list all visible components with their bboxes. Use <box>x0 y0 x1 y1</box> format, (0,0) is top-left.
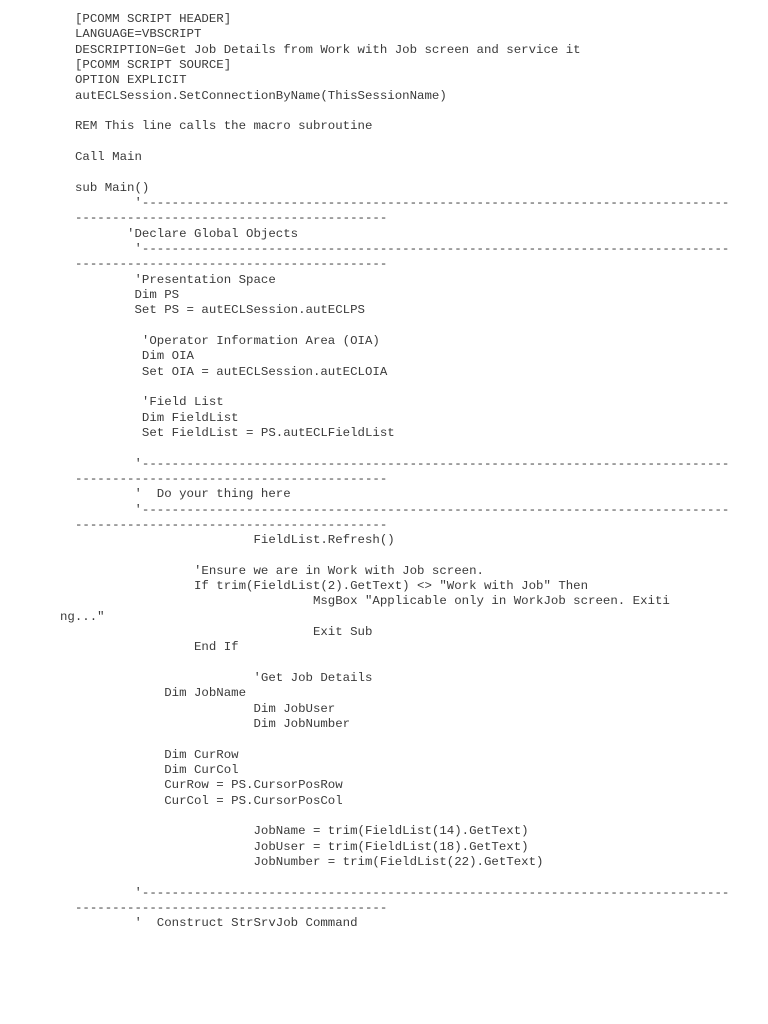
code-line: Dim FieldList <box>75 410 239 425</box>
code-line: CurCol = PS.CursorPosCol <box>75 793 343 808</box>
code-line: autECLSession.SetConnectionByName(ThisSessionName) <box>75 88 447 103</box>
code-line: '------------------------------------------------------------------------------- <box>75 195 730 210</box>
code-line <box>75 104 768 119</box>
code-line: LANGUAGE=VBSCRIPT <box>75 27 202 42</box>
code-line: [PCOMM SCRIPT SOURCE] <box>75 57 232 72</box>
code-line: [PCOMM SCRIPT HEADER] <box>75 12 232 26</box>
code-line <box>75 732 768 747</box>
code-line: Dim CurCol <box>75 763 239 778</box>
code-line: '------------------------------------------------------------------------------- <box>75 885 730 900</box>
code-line: Set FieldList = PS.autECLFieldList <box>75 425 395 440</box>
code-listing <box>60 12 768 932</box>
code-line: ------------------------------------------ <box>75 901 388 916</box>
code-line: Set OIA = autECLSession.autECLOIA <box>75 364 388 379</box>
code-line: JobName = trim(FieldList(14).GetText) <box>75 824 529 839</box>
code-line: If trim(FieldList(2).GetText) <> "Work with Job" Then <box>75 579 589 594</box>
code-line: Call Main <box>75 149 142 164</box>
code-line: CurRow = PS.CursorPosRow <box>75 778 343 793</box>
code-line: 'Ensure we are in Work with Job screen. <box>75 563 484 578</box>
code-line <box>75 135 768 150</box>
code-line: ' Do your thing here <box>75 487 291 502</box>
code-line: ------------------------------------------ <box>75 471 388 486</box>
code-line: '------------------------------------------------------------------------------- <box>75 502 730 517</box>
code-line: ------------------------------------------ <box>75 257 388 272</box>
code-line: Dim OIA <box>75 349 194 364</box>
code-line: FieldList.Refresh() <box>75 533 395 548</box>
code-line: 'Field List <box>75 395 224 410</box>
code-line: 'Declare Global Objects <box>75 226 299 241</box>
code-line: 'Get Job Details <box>75 671 373 686</box>
code-line: Dim JobName <box>75 686 247 701</box>
code-line: sub Main() <box>75 180 150 195</box>
code-line: End If <box>75 640 239 655</box>
code-line: '------------------------------------------------------------------------------- <box>75 456 730 471</box>
code-line: REM This line calls the macro subroutine <box>75 119 373 134</box>
code-line <box>75 870 768 885</box>
code-line: JobUser = trim(FieldList(18).GetText) <box>75 839 529 854</box>
code-line: JobNumber = trim(FieldList(22).GetText) <box>75 855 544 870</box>
code-line: Dim JobUser <box>75 701 336 716</box>
code-line <box>75 656 768 671</box>
code-line-continuation: ng..." <box>60 609 105 624</box>
code-line: ------------------------------------------ <box>75 211 388 226</box>
code-line: ------------------------------------------ <box>75 517 388 532</box>
code-line <box>75 380 768 395</box>
code-line: Dim JobNumber <box>75 717 351 732</box>
code-line: 'Operator Information Area (OIA) <box>75 333 380 348</box>
code-line <box>75 165 768 180</box>
code-line <box>75 441 768 456</box>
code-line: Dim CurRow <box>75 747 239 762</box>
code-line: '------------------------------------------------------------------------------- <box>75 241 730 256</box>
code-line: MsgBox "Applicable only in WorkJob screen. Exiti <box>75 594 670 609</box>
code-line: DESCRIPTION=Get Job Details from Work with Job screen and service it <box>75 42 581 57</box>
code-line: ' Construct StrSrvJob Command <box>75 916 358 931</box>
code-line: OPTION EXPLICIT <box>75 73 187 88</box>
code-line: Exit Sub <box>75 625 373 640</box>
code-line: 'Presentation Space <box>75 272 276 287</box>
code-line: Set PS = autECLSession.autECLPS <box>75 303 365 318</box>
code-line <box>75 319 768 334</box>
code-line <box>75 809 768 824</box>
code-line: Dim PS <box>75 287 180 302</box>
code-line <box>75 548 768 563</box>
